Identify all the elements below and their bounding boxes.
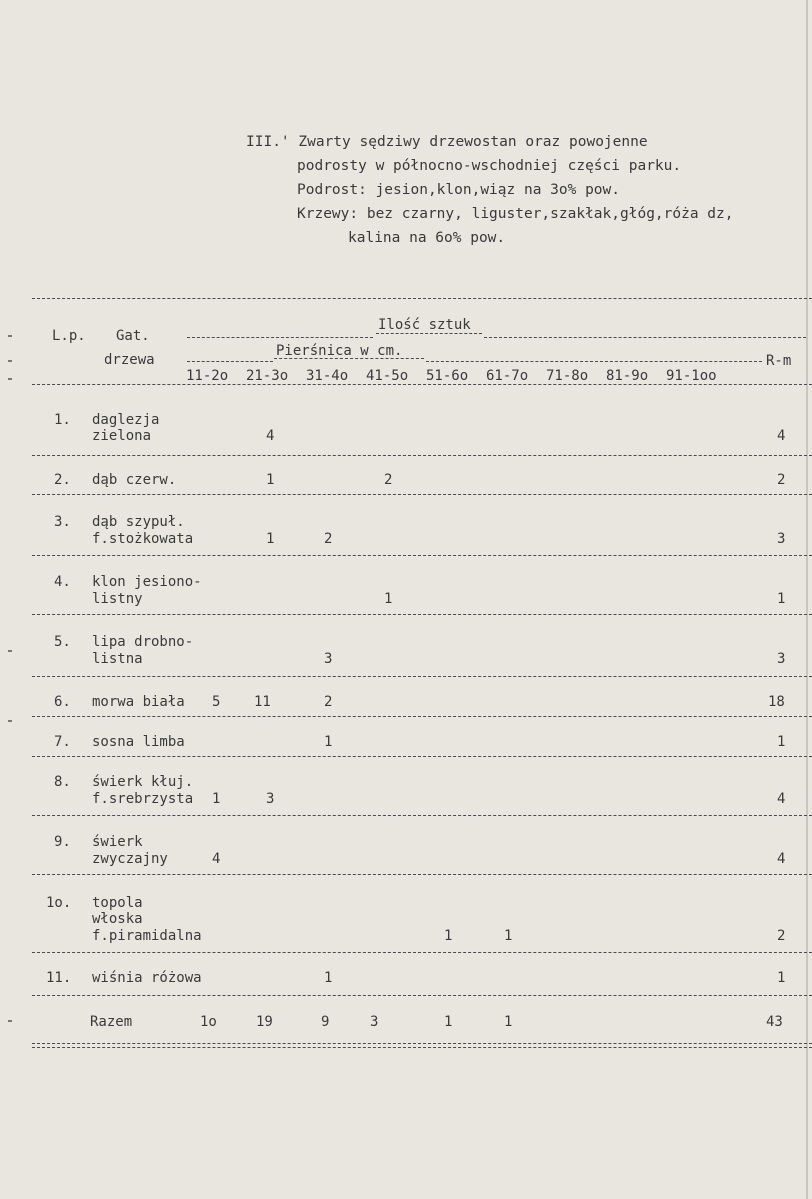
count-cell: 1 [504,928,513,944]
header-bottom-rule [32,384,812,385]
species-name: wiśnia różowa [92,970,202,986]
row-rule [32,455,812,456]
count-cell: 2 [384,472,393,488]
row-number: 8. [54,774,71,790]
species-name: włoska [92,911,143,927]
total-cell: 4 [777,791,786,807]
count-cell: 3 [266,791,275,807]
species-name: dąb czerw. [92,472,177,488]
header-rm: R-m [766,353,792,369]
count-cell: 4 [266,428,275,444]
count-cell: 1 [266,472,275,488]
margin-mark [8,378,12,380]
header-rule [187,337,373,338]
row-number: 7. [54,734,71,750]
range-header: 41-5o [366,368,409,384]
margin-mark [8,360,12,362]
total-cell: 4 [777,851,786,867]
total-cell: 1 [777,734,786,750]
summary-cell: 9 [321,1014,330,1030]
range-header: 61-7o [486,368,529,384]
row-number: 6. [54,694,71,710]
header-rule [426,361,762,362]
total-cell: 3 [777,651,786,667]
row-number: 1. [54,412,71,428]
row-rule [32,614,812,615]
row-rule [32,995,812,996]
species-name: f.stożkowata [92,531,194,547]
margin-mark [8,1020,12,1022]
range-header: 91-1oo [666,368,717,384]
species-name: klon jesiono- [92,574,202,590]
count-cell: 4 [212,851,221,867]
count-cell: 1 [266,531,275,547]
table-top-rule [32,298,812,299]
count-cell: 11 [254,694,271,710]
header-rule [484,337,806,338]
row-rule [32,952,812,953]
row-number: 11. [46,970,72,986]
species-name: lipa drobno- [92,634,194,650]
range-header: 71-8o [546,368,589,384]
summary-cell: 19 [256,1014,273,1030]
row-rule [32,716,812,717]
total-cell: 3 [777,531,786,547]
row-rule [32,874,812,875]
count-cell: 1 [324,734,333,750]
total-cell: 4 [777,428,786,444]
count-cell: 1 [444,928,453,944]
row-number: 1o. [46,895,72,911]
margin-mark [8,650,12,652]
row-rule [32,494,812,495]
species-name: sosna limba [92,734,185,750]
row-number: 9. [54,834,71,850]
row-number: 2. [54,472,71,488]
species-name: f.srebrzysta [92,791,194,807]
header-lp: L.p. [52,328,86,344]
species-name: listna [92,651,143,667]
total-cell: 1 [777,591,786,607]
species-name: daglezja [92,412,160,428]
total-cell: 2 [777,472,786,488]
margin-mark [8,335,12,337]
header-rule [376,333,482,334]
summary-cell: 1 [444,1014,453,1030]
header-ilosc: Ilość sztuk [378,317,471,333]
count-cell: 1 [324,970,333,986]
species-name: zielona [92,428,152,444]
count-cell: 1 [384,591,393,607]
count-cell: 2 [324,531,333,547]
species-name: świerk kłuj. [92,774,194,790]
species-name: listny [92,591,143,607]
total-cell: 1 [777,970,786,986]
summary-label: Razem [90,1014,133,1030]
count-cell: 1 [212,791,221,807]
intro-line-1: III.' Zwarty sędziwy drzewostan oraz powojenne [246,134,648,150]
range-header: 31-4o [306,368,349,384]
range-header: 51-6o [426,368,469,384]
row-number: 3. [54,514,71,530]
species-name: dąb szypuł. [92,514,185,530]
count-cell: 2 [324,694,333,710]
row-rule [32,815,812,816]
intro-line-2: podrosty w północno-wschodniej części parku. [297,158,682,174]
intro-line-4: Krzewy: bez czarny, liguster,szakłak,głóg,róża dz, [297,206,734,222]
header-rule [274,358,424,359]
total-cell: 18 [768,694,785,710]
species-name: f.piramidalna [92,928,202,944]
summary-cell: 1 [504,1014,513,1030]
summary-cell: 1o [200,1014,217,1030]
species-name: morwa biała [92,694,185,710]
header-piersnica: Pierśnica w cm. [276,343,403,359]
intro-line-3: Podrost: jesion,klon,wiąz na 3o% pow. [297,182,621,198]
row-number: 5. [54,634,71,650]
intro-line-5: kalina na 6o% pow. [348,230,506,246]
species-name: świerk [92,834,143,850]
row-rule [32,555,812,556]
total-cell: 2 [777,928,786,944]
species-name: topola [92,895,143,911]
row-rule [32,756,812,757]
summary-cell: 3 [370,1014,379,1030]
range-header: 21-3o [246,368,289,384]
row-number: 4. [54,574,71,590]
range-header: 11-2o [186,368,229,384]
range-header: 81-9o [606,368,649,384]
header-drzewa: drzewa [104,352,155,368]
count-cell: 5 [212,694,221,710]
count-cell: 3 [324,651,333,667]
page-edge [806,0,808,1199]
table-bottom-double-rule [32,1043,812,1048]
margin-mark [8,720,12,722]
header-gat: Gat. [116,328,150,344]
header-rule [187,361,273,362]
summary-total: 43 [766,1014,783,1030]
row-rule [32,676,812,677]
species-name: zwyczajny [92,851,168,867]
